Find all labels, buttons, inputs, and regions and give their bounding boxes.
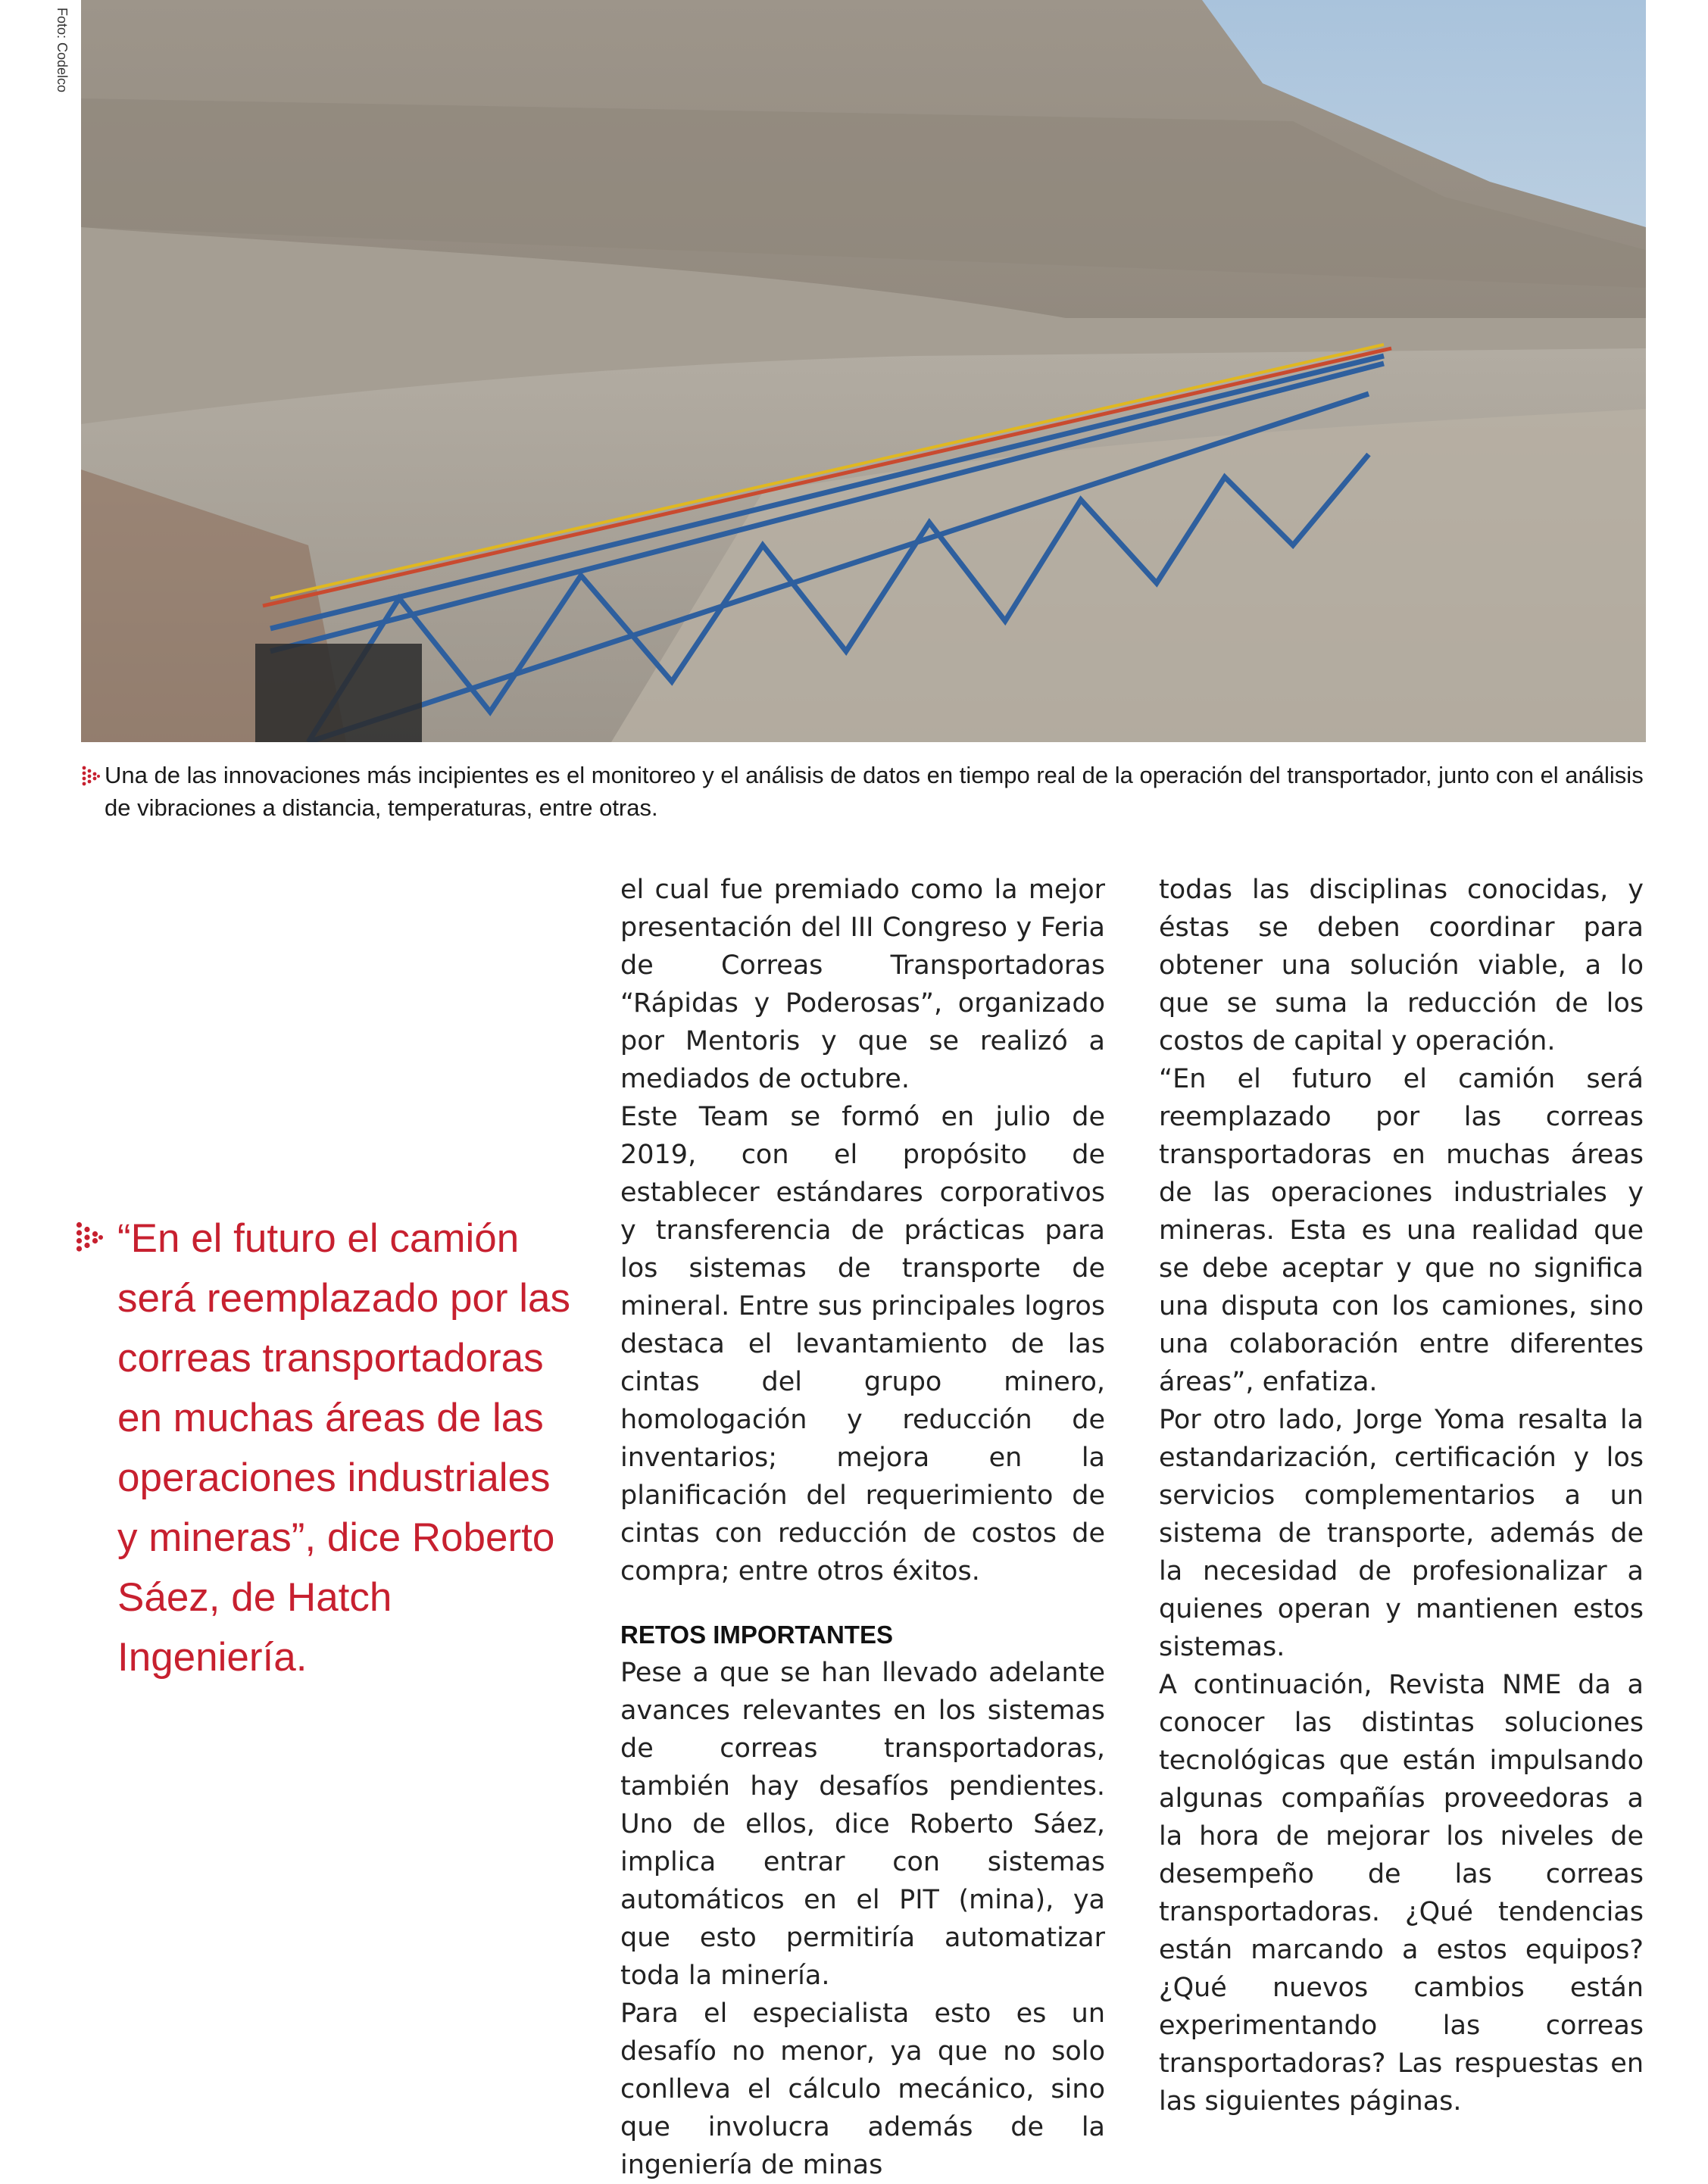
paragraph: Para el especialista esto es un desafío no menor, ya que no solo conlleva el cálculo mecánico, sino que involucra además de la ingeniería de minas	[620, 1998, 1105, 2180]
conveyor-belt-photo	[81, 0, 1646, 742]
paragraph: Este Team se formó en julio de 2019, con el propósito de establecer estándares corporativos y transferencia de prácticas para los sistemas de transporte de mineral. Entre sus principales logros destaca el levantamiento de las cintas del grupo minero, homologación y reducción de inventarios; mejora en la planificación del requerimiento de cintas con reducción de costos de compra; entre otros éxitos.	[620, 1102, 1105, 1587]
paragraph: todas las disciplinas conocidas, y éstas se deben coordinar para obtener una solución viable, a lo que se suma la reducción de los costos de capital y operación.	[1159, 875, 1644, 1056]
pull-quote	[76, 1209, 576, 1687]
photo-caption	[82, 759, 1650, 824]
pull-quote-text: “En el futuro el camión será reemplazado por las correas transportadoras en muchas áreas de las operaciones industriales y mineras”, dice Roberto Sáez, de Hatch Ingeniería.	[117, 1216, 571, 1680]
section-heading: RETOS IMPORTANTES	[620, 1621, 893, 1649]
paragraph: Por otro lado, Jorge Yoma resalta la estandarización, certificación y los servicios complementarios a un sistema de transporte, además de la necesidad de profesionalizar a quienes operan y mantienen estos sistemas.	[1159, 1405, 1644, 1662]
article-column-2	[1159, 871, 1644, 2120]
paragraph: Pese a que se han llevado adelante avances relevantes en los sistemas de correas transportadoras, también hay desafíos pendientes. Uno de ellos, dice Roberto Sáez, implica entrar con sistemas automáticos en el PIT (mina), ya que esto permitiría automatizar toda la minería.	[620, 1658, 1105, 1991]
paragraph: el cual fue premiado como la mejor presentación del III Congreso y Feria de Correas Transportadoras “Rápidas y Poderosas”, organizado por Mentoris y que se realizó a mediados de octubre.	[620, 875, 1105, 1094]
article-column-1	[620, 871, 1105, 2184]
bullet-dots-icon	[82, 766, 100, 787]
bullet-dots-icon	[76, 1221, 103, 1254]
caption-text: Una de las innovaciones más incipientes es el monitoreo y el análisis de datos en tiempo real de la operación del transportador, junto con el análisis de vibraciones a distancia, temperaturas, entre otras.	[105, 762, 1644, 821]
photo-credit-text: Foto: Codelco	[55, 8, 70, 93]
photo-credit	[52, 8, 70, 98]
mine-landscape-illustration	[81, 0, 1646, 742]
paragraph: A continuación, Revista NME da a conocer las distintas soluciones tecnológicas que están impulsando algunas compañías proveedoras a la hora de mejorar los niveles de desempeño de las correas transportadoras. ¿Qué tendencias están marcando a estos equipos? ¿Qué nuevos cambios están experimentando las correas transportadoras? Las respuestas en las siguientes páginas.	[1159, 1670, 1644, 2117]
paragraph: “En el futuro el camión será reemplazado por las correas transportadoras en muchas áreas de las operaciones industriales y mineras. Esta es una realidad que se debe aceptar y que no significa una disputa con los camiones, sino una colaboración entre diferentes áreas”, enfatiza.	[1159, 1064, 1644, 1397]
